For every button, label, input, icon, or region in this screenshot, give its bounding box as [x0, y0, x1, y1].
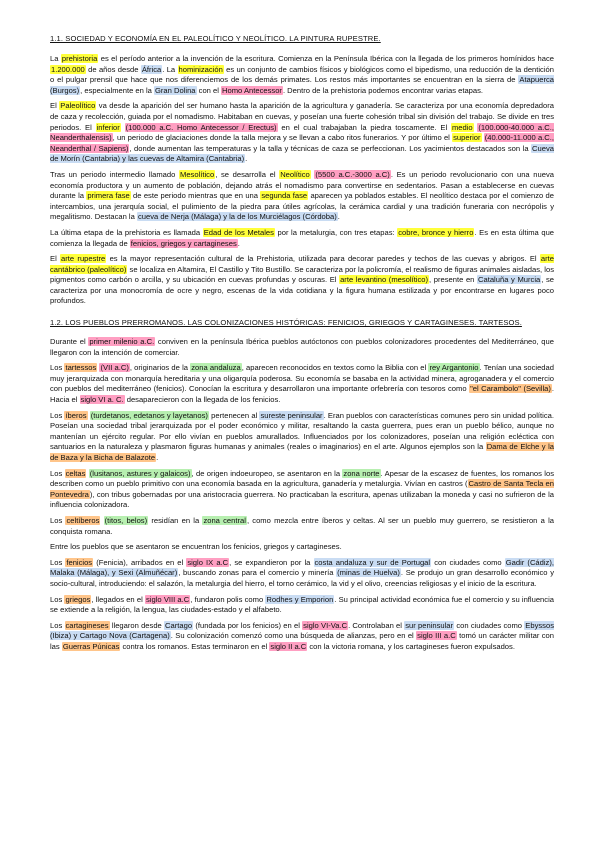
text-run: Tras un periodo intermedio llamado	[50, 169, 179, 179]
paragraph	[50, 516, 554, 537]
highlighted-term: (minas de Huelva)	[337, 568, 400, 578]
paragraph	[50, 170, 554, 223]
paragraph	[50, 337, 554, 358]
text-run: , llegados en el	[91, 594, 145, 604]
text-run: Los	[50, 468, 65, 478]
text-run: por la metalurgia, con tres etapas:	[274, 227, 398, 237]
text-run: , especialmente en la	[80, 85, 154, 95]
paragraph	[50, 621, 554, 653]
highlighted-term: zona central	[203, 515, 246, 525]
highlighted-term: Neolítico	[280, 169, 310, 179]
highlighted-term: Cartago	[165, 620, 193, 630]
text-run: .	[245, 154, 248, 164]
highlighted-term: (100.000-40.000 a.C., Neanderthalensis)	[50, 122, 554, 143]
highlighted-term: Guerras Púnicas	[62, 641, 120, 651]
text-run: Los	[50, 363, 65, 373]
highlighted-term: zona andaluza	[191, 363, 241, 373]
highlighted-term: África	[141, 64, 162, 74]
highlighted-term: (lusitanos, astures y galaicos)	[89, 468, 191, 478]
paragraph	[50, 363, 554, 405]
highlighted-term: Ebyssos (Ibiza) y Cartago Nova (Cartagena)	[50, 620, 554, 641]
text-run: , como mezcla entre íberos y celtas. Al ser un pueblo muy guerrero, se resistieron a la conquista romana.	[50, 515, 554, 536]
highlighted-term: arte rupestre	[61, 254, 106, 264]
highlighted-term: (5500 a.C.-3000 a.C)	[315, 169, 390, 179]
text-run: El	[50, 101, 60, 111]
text-run: Los	[50, 410, 65, 420]
text-run: tomó un carácter militar con las	[50, 631, 554, 651]
highlighted-term: celtas	[65, 468, 86, 478]
section-heading: 1.1. SOCIEDAD Y ECONOMÍA EN EL PALEOLÍTICO Y NEOLÍTICO. LA PINTURA RUPESTRE.	[50, 34, 381, 43]
highlighted-term: Gran Dolina	[155, 85, 196, 95]
highlighted-term: 1.200.000	[51, 64, 85, 74]
text-run: Los	[50, 515, 66, 525]
paragraph	[50, 595, 554, 616]
text-run: , se desarrolla el	[215, 169, 280, 179]
highlighted-term: Atapuerca (Burgos)	[50, 75, 554, 95]
text-run: , fundaron polis como	[190, 594, 266, 604]
text-run: . Controlaban el	[348, 620, 405, 630]
highlighted-term: (turdetanos, edetanos y layetanos)	[90, 410, 208, 420]
highlighted-term: cobre, bronce y hierro	[398, 227, 474, 237]
text-run: . Hacia el	[50, 384, 555, 405]
text-run: aparecen ya poblados estables. El neolítico destaca por el comienzo de intercambios, una jerarquía social, el pulimiento de la piedra para útiles agrícolas, la cerámica cardial y una tradición funeraria con necrópolis y megalitismo. Destacan la	[50, 191, 554, 222]
paragraph	[50, 54, 554, 96]
text-run: de este periodo mientras que en una	[130, 191, 261, 201]
text-run: (Fenicia), arribados en el	[93, 557, 187, 567]
text-run: en el cual trabajaban la piedra toscamente. El	[277, 122, 451, 132]
text-run: es la mayor representación cultural de la Prehistoria, utilizada para decorar paredes y techos de las cuevas y abrigos. El	[106, 254, 540, 264]
highlighted-term: siglo VI-Va.C	[303, 620, 348, 630]
text-run: ), con tribus gobernadas por una aristocracia guerrera. No practicaban la escritura, apenas utilizaban la moneda y casi no sufrieron de la influencia colonizadora.	[50, 489, 554, 510]
text-run: .	[156, 453, 159, 462]
text-run: . La	[162, 64, 178, 74]
text-run: . Se produjo un gran desarrollo económico y socio-cultural, introduciendo: el salazón, la metalurgia del hierro, el torno cerámico, la vid y el olivo, creencias religiosas y el inicio de la escritura.	[50, 568, 555, 588]
highlighted-term: celtíberos	[66, 515, 100, 525]
text-run: con el	[196, 85, 222, 95]
highlighted-term: Mesolítico	[180, 169, 215, 179]
highlighted-term: Dama de Elche y la de Baza y la Bicha de Balazote	[50, 442, 554, 462]
highlighted-term: siglo III a.C	[417, 631, 456, 641]
text-run: , donde aumentan las temperaturas y la talla y técnicas de caza se perfeccionan. Los yacimientos destacados son la	[129, 143, 532, 153]
highlighted-term: hominización	[178, 64, 223, 74]
text-run: . Dentro de la prehistoria podemos encontrar varias etapas.	[282, 85, 484, 95]
text-run: , presente en	[429, 275, 478, 285]
highlighted-term: Rodhes y Emporion	[266, 594, 334, 604]
highlighted-term: prehistoria	[61, 54, 98, 63]
highlighted-term: fenicios, griegos y cartagineses	[130, 238, 237, 248]
text-run: . Eran pueblos con características comunes pero sin unidad política. Poseían una sociedad tribal jerarquizada por el poder económico y militar, resaltando la casta guerrera, pues eran un pueblo bélico, aunque no mantenían un ejército regular. Por ello vivían en pueblos amurallados. Influenciados por los colonizadores, poseían una religión ecléctica con santuarios en la naturaleza y plasmaron figuras humanas y animales (reales o imaginarios) en el arte. Algunos ejemplos son la	[50, 410, 554, 452]
highlighted-term: primer milenio a.C.	[89, 337, 155, 347]
text-run	[121, 123, 125, 132]
highlighted-term: rey Argantonio	[429, 363, 479, 373]
text-run: Los	[50, 620, 65, 630]
text-run: Los	[50, 557, 66, 567]
text-run: se localiza en Altamira, El Castillo y Tito Bustillo. Se caracteriza por la policromía, el realismo de figuras animales aisladas, los pigmentos como carbón o arcilla, y su ubicación en cuevas profundas y oscuras. El	[50, 264, 554, 285]
paragraph	[50, 101, 554, 165]
highlighted-term: sureste peninsular	[260, 410, 323, 420]
paragraph	[50, 558, 554, 590]
highlighted-term: siglo II a.C	[270, 641, 307, 651]
text-run: Los	[50, 594, 65, 604]
text-run: , originarios de la	[129, 363, 191, 373]
highlighted-term: segunda fase	[261, 191, 308, 201]
text-run: , se caracteriza por una monocromía de ocre y negro, escenas de la vida cotidiana y la figura humana estilizada y por encontrarse en lugares poco profundos.	[50, 275, 554, 306]
highlighted-term: Cueva de Morín (Cantabria) y las cuevas de Altamira (Cantabria)	[50, 143, 554, 164]
text-run: . Su colonización comenzó como una búsqueda de alianzas, pero en el	[170, 631, 417, 641]
highlighted-term: costa andaluza y sur de Portugal	[314, 557, 431, 567]
text-run: El	[50, 254, 61, 264]
text-run: conviven en la península Ibérica pueblos autóctonos con pueblos colonizadores procedentes del Mediterráneo, que llegaron con la intención de comerciar.	[50, 337, 554, 357]
text-run: Entre los pueblos que se asentaron se encuentran los fenicios, griegos y cartagineses.	[50, 542, 342, 552]
text-run: , un periodo de glaciaciones donde la talla mejora y se llevan a cabo ritos funerarios. Y por último el	[112, 133, 453, 143]
highlighted-term: siglo VI a. C.	[80, 395, 124, 405]
text-run: desaparecieron con la llegada de los fenicios.	[124, 395, 281, 405]
text-run: . Apesar de la escasez de fuentes, los romanos los describen como un pueblo primitivo con una economía basada en la agricultura, ganadería y metalurgia. Vivían en castros (	[50, 468, 554, 489]
paragraph	[50, 542, 554, 553]
text-run: residían en la	[148, 515, 203, 525]
text-run: va desde la aparición del ser humano hasta la aparición de la agricultura y ganadería. Se caracteriza por una economía depredadora de caza y recolección, guiada por el nomadismo. Habitaban en cuevas, y poseían una fuerte cohesión tribal sin división del trabajo. Se divide en tres periodos. El	[50, 101, 554, 132]
text-run: . Es un periodo revolucionario con una nueva economía productora y un aumento de población, dejando atrás el nomadismo para convertirse en sedentarios. Pasan a establecerse en cuevas durante la	[50, 169, 554, 201]
text-run: , aparecen reconocidos en textos como la Biblia con el	[241, 363, 429, 373]
text-run: pertenecen al	[208, 410, 260, 420]
text-run: (fundada por los fenicios) en el	[193, 620, 303, 630]
text-run: , se expandieron por la	[229, 557, 314, 567]
highlighted-term: Cataluña y Murcia	[478, 275, 541, 285]
highlighted-term: inferior	[96, 122, 120, 132]
text-run: llegaron desde	[109, 620, 165, 630]
highlighted-term: íberos	[65, 410, 87, 420]
highlighted-term: arte cantábrico (paleolítico)	[50, 254, 554, 274]
highlighted-term: Edad de los Metales	[203, 227, 274, 237]
paragraph	[50, 254, 554, 307]
highlighted-term: arte levantino (mesolítico)	[340, 275, 429, 285]
text-run: con la victoria romana, y los cartagineses fueron expulsados.	[307, 641, 515, 651]
highlighted-term: cartagineses	[65, 620, 109, 630]
text-run: .	[237, 238, 240, 248]
text-run: Durante el	[50, 337, 89, 347]
text-run: contra los romanos. Estas terminaron en el	[120, 641, 270, 651]
section-heading: 1.2. LOS PUEBLOS PRERROMANOS. LAS COLONIZACIONES HISTÓRICAS: FENICIOS, GRIEGOS Y CARTAGINESES. TARTESOS.	[50, 318, 522, 328]
highlighted-term: tartessos	[65, 363, 97, 373]
highlighted-term: Paleolítico	[60, 101, 96, 111]
paragraph	[50, 411, 554, 464]
text-run: . Es en esta última que comienza la llegada de	[50, 227, 555, 248]
highlighted-term: (VII a.C)	[100, 363, 129, 373]
text-run: La última etapa de la prehistoria es llamada	[50, 227, 203, 237]
text-run: . Su principal actividad económica fue el comercio y su influencia se extiende a la religión, la lengua, las ciudades-estado y el alfabeto.	[50, 594, 554, 615]
highlighted-term: zona norte	[343, 468, 380, 478]
highlighted-term: superior	[453, 133, 481, 143]
text-run: , de origen indoeuropeo, se asentaron en la	[191, 468, 343, 478]
highlighted-term: siglo VIII a.C	[145, 594, 190, 604]
paragraph	[50, 469, 554, 511]
text-run: de años desde	[85, 64, 141, 74]
highlighted-term: fenicios	[66, 557, 93, 567]
highlighted-term: griegos	[65, 594, 91, 604]
text-run: con ciudades como	[454, 620, 525, 630]
text-run: es el período anterior a la invención de la escritura. Comienza en la Península Ibérica con la llegada de los primeros homínidos hace	[98, 54, 554, 63]
highlighted-term: "el Carambolo" (Sevilla)	[470, 384, 551, 394]
highlighted-term: Gadir (Cádiz), Malaka (Málaga), y Sexi (Almuñécar)	[50, 557, 554, 578]
highlighted-term: siglo IX a.C	[187, 557, 229, 567]
text-run: . Tenían una sociedad muy jerarquizada con monarquía hereditaria y una oligarquía poderosa. Su economía se basaba en la actividad minera, agroganadera y el comercio con pueblos del mediterráneo (fenicios). Conocían la escritura y desarrollaron una importante orfebrería con tesoros como	[50, 363, 554, 394]
highlighted-term: primera fase	[87, 191, 130, 201]
highlighted-term: Homo Antecessor	[222, 85, 282, 95]
text-run: es un conjunto de cambios físicos y biológicos como el bipedismo, una reducción de la dentición o el pulgar prensil que hace que nos diferenciemos de los demás primates. Los restos más importantes se encuentran en la sierra de	[50, 64, 554, 85]
text-run: , buscando zonas para el comercio y minería	[178, 568, 337, 578]
highlighted-term: cueva de Nerja (Málaga) y la de los Murciélagos (Córdoba)	[137, 212, 337, 222]
text-run: La	[50, 54, 61, 63]
highlighted-term: (titos, belos)	[104, 515, 148, 525]
highlighted-term: Castro de Santa Tecla en Pontevedra	[50, 479, 554, 499]
text-run: .	[337, 212, 340, 222]
highlighted-term: (40.000-11.000 a.C., Neanderthal / Sapiens)	[50, 133, 554, 153]
paragraph	[50, 228, 554, 249]
highlighted-term: sur peninsular	[405, 620, 454, 630]
highlighted-term: medio	[451, 122, 473, 132]
highlighted-term: (100.000 a.C. Homo Antecessor / Erectus)	[125, 122, 277, 132]
text-run: con ciudades como	[431, 557, 505, 567]
